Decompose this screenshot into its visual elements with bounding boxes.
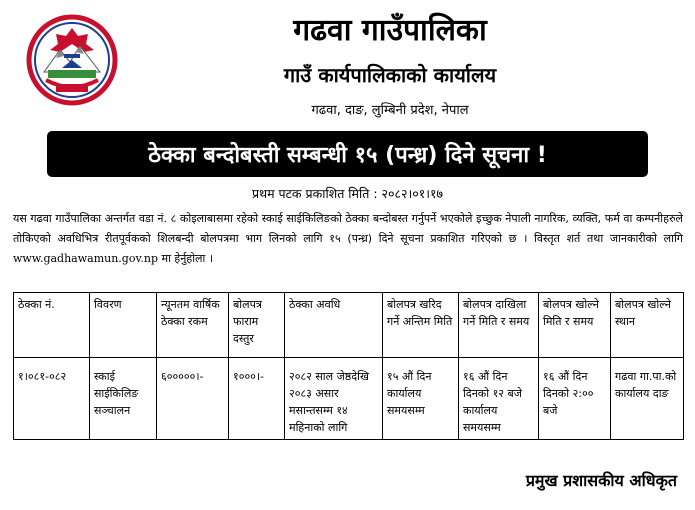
column-header: ठेक्का अवधि xyxy=(285,293,383,358)
table-cell: १।०८१-०८२ xyxy=(14,358,90,440)
table-cell: १६ औं दिन दिनको २:०० बजे xyxy=(539,358,611,440)
table-cell: १०००।- xyxy=(229,358,285,440)
column-header: बोलपत्र खोल्ने मिति र समय xyxy=(539,293,611,358)
table-cell: ६०००००।- xyxy=(157,358,229,440)
notice-headline-banner xyxy=(47,131,648,177)
column-header: विवरण xyxy=(90,293,157,358)
notice-headline: ठेक्का बन्दोबस्ती सम्बन्धी १५ (पन्ध्र) दिने सूचना ! xyxy=(148,143,547,168)
nepal-emblem-icon xyxy=(26,14,118,106)
table-cell: २०८२ साल जेष्ठदेखि २०८३ असार मसान्तसम्म १४ महिनाको लागि xyxy=(285,358,383,440)
notice-body xyxy=(13,209,683,269)
notice-body-end: मा हेर्नुहोला । xyxy=(161,252,214,265)
signature-title: प्रमुख प्रशासकीय अधिकृत xyxy=(525,471,677,490)
office-address: गढवा, दाङ, लुम्बिनी प्रदेश, नेपाल xyxy=(311,103,469,118)
notice-body-main: यस गढवा गाउँपालिका अन्तर्गत वडा नं. ८ कोइलाबासमा रहेको स्काई साईकिलिङको ठेक्का बन्दोबस्त गर्नुपर्ने भएकोले इच्छुक नेपाली नागरिक, व्यक्ति, फर्म वा कम्पनीहरुले तोकिएको अवधिभित्र रीतपूर्वकको शिलबन्दी बोलपत्रमा भाग लिनको लागि १५ (पन्ध्र) दिने सूचना प्रकाशित गरिएको छ । विस्तृत शर्त तथा जानकारीको लागि xyxy=(13,212,683,245)
tender-table xyxy=(13,292,684,440)
publication-date: प्रथम पटक प्रकाशित मिति : २०८२।०१।१७ xyxy=(251,186,444,201)
column-header: बोलपत्र खोल्ने स्थान xyxy=(611,293,684,358)
column-header: बोलपत्र दाखिला गर्ने मिति र समय xyxy=(459,293,539,358)
municipality-title: गढवा गाउँपालिका xyxy=(293,13,487,48)
website-link[interactable]: www.gadhawamun.gov.np xyxy=(13,252,158,265)
column-header: न्यूनतम वार्षिक ठेक्का रकम xyxy=(157,293,229,358)
column-header: ठेक्का नं. xyxy=(14,293,90,358)
column-header: बोलपत्र फाराम दस्तुर xyxy=(229,293,285,358)
table-cell: स्काई साईकिलिङ सञ्चालन xyxy=(90,358,157,440)
column-header: बोलपत्र खरिद गर्ने अन्तिम मिति xyxy=(383,293,459,358)
table-row xyxy=(14,358,684,440)
office-subtitle: गाउँ कार्यपालिकाको कार्यालय xyxy=(283,63,497,87)
table-cell: १६ औं दिन दिनको १२ बजे कार्यालय समयसम्म xyxy=(459,358,539,440)
table-cell: १५ औं दिन कार्यालय समयसम्म xyxy=(383,358,459,440)
table-header-row xyxy=(14,293,684,358)
table-cell: गढवा गा.पा.को कार्यालय दाङ xyxy=(611,358,684,440)
